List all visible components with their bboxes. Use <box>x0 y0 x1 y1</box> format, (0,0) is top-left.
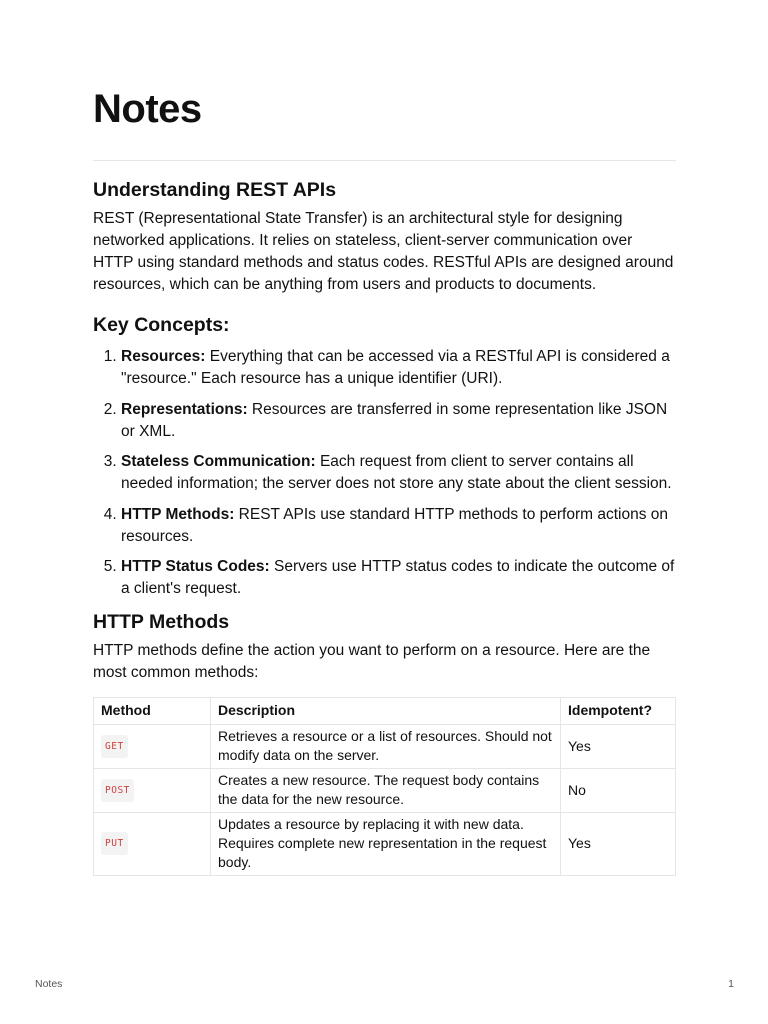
idempotent-cell: Yes <box>561 812 676 875</box>
key-concepts-heading: Key Concepts: <box>93 314 230 336</box>
list-item <box>121 399 676 443</box>
list-item-text: Each request from client to server contains all needed information; the server does not store any state about the client session. <box>121 453 672 492</box>
http-methods-paragraph: HTTP methods define the action you want to perform on a resource. Here are the most common methods: <box>93 641 651 681</box>
method-cell <box>94 812 211 875</box>
list-item-text: Servers use HTTP status codes to indicate the outcome of a client's request. <box>121 558 675 597</box>
table-row <box>94 724 676 768</box>
method-badge: PUT <box>101 832 128 855</box>
document-content <box>93 176 676 876</box>
list-item-text: REST APIs use standard HTTP methods to perform actions on resources. <box>121 505 669 545</box>
table-header-row <box>94 697 676 724</box>
method-cell <box>94 768 211 812</box>
page-number: 1 <box>728 978 734 990</box>
method-cell <box>94 724 211 768</box>
column-header-method: Method <box>94 697 211 724</box>
list-item <box>121 556 676 600</box>
list-item-term: Stateless Communication: <box>121 453 316 470</box>
list-item-term: HTTP Methods: <box>121 505 235 523</box>
idempotent-cell: No <box>561 768 676 812</box>
list-item-term: Resources: <box>121 348 206 365</box>
list-item-text: Everything that can be accessed via a RESTful API is considered a "resource." Each resource has a unique identifier (URI). <box>121 348 670 387</box>
list-item-text: Resources are transferred in some representation like JSON or XML. <box>121 400 668 440</box>
list-item <box>121 451 676 495</box>
column-header-idempotent: Idempotent? <box>561 697 676 724</box>
http-methods-table <box>93 697 676 876</box>
key-concepts-list <box>93 346 676 600</box>
list-item-term: Representations: <box>121 400 248 418</box>
intro-heading: Understanding REST APIs <box>93 179 337 201</box>
page-title: Notes <box>93 87 202 131</box>
title-divider <box>93 160 676 161</box>
list-item <box>121 346 676 390</box>
method-badge: POST <box>101 779 134 802</box>
description-cell: Creates a new resource. The request body contains the data for the new resource. <box>211 768 561 812</box>
column-header-description: Description <box>211 697 561 724</box>
http-methods-heading: HTTP Methods <box>93 610 230 633</box>
table-row <box>94 768 676 812</box>
list-item-term: HTTP Status Codes: <box>121 558 270 575</box>
description-cell: Updates a resource by replacing it with new data. Requires complete new representation in the request body. <box>211 812 561 875</box>
method-badge: GET <box>101 735 128 758</box>
list-item <box>121 504 676 548</box>
description-cell: Retrieves a resource or a list of resources. Should not modify data on the server. <box>211 724 561 768</box>
table-row <box>94 812 676 875</box>
idempotent-cell: Yes <box>561 724 676 768</box>
footer-title: Notes <box>35 978 63 990</box>
intro-paragraph: REST (Representational State Transfer) is an architectural style for designing networked applications. It relies on stateless, client-server communication over HTTP using standard methods and status codes. RESTful APIs are designed around resources, which can be anything from users and products to documents. <box>93 210 674 293</box>
